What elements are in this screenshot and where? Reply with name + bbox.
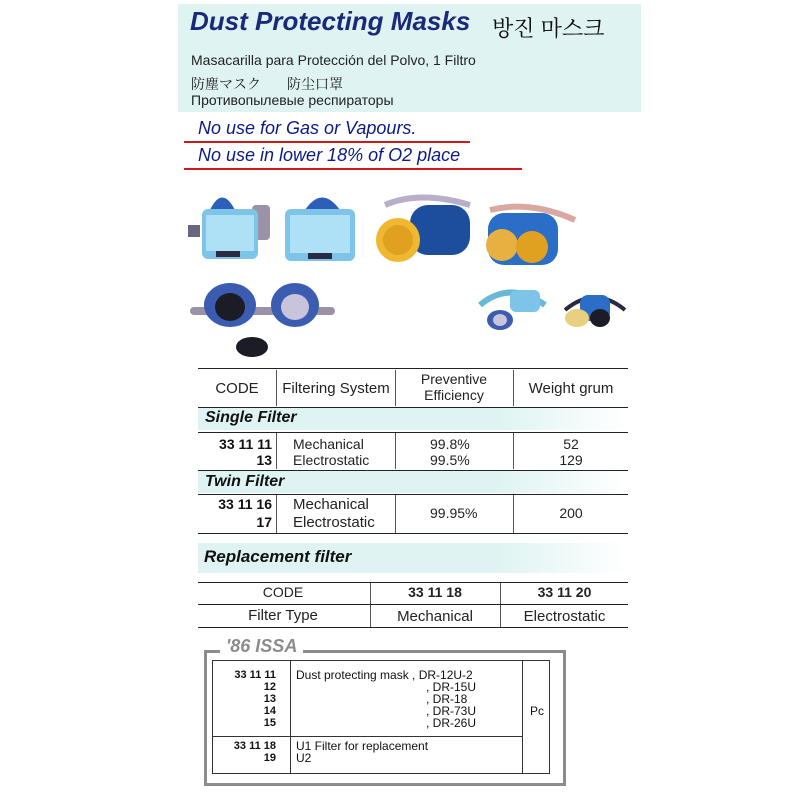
mask-image-single-filter-1 — [376, 198, 470, 263]
issa-divider — [522, 661, 523, 774]
header-code: CODE — [215, 380, 259, 397]
issa-mask-desc-4: , DR-73U — [426, 704, 477, 718]
twin-code-1: 33 11 16 — [218, 496, 272, 512]
twin-filter-label: Twin Filter — [205, 473, 285, 490]
issa-mask-code-1: 33 11 11 — [234, 669, 276, 681]
table-border — [198, 582, 628, 583]
mask-image-twin-round — [190, 283, 335, 357]
issa-unit: Pc — [530, 704, 545, 718]
replacement-code-label: CODE — [262, 584, 304, 600]
single-system-1: Mechanical — [293, 436, 364, 452]
single-code-1: 33 11 11 — [219, 436, 272, 452]
mask-image-small-2 — [565, 295, 625, 327]
issa-tag: '86 ISSA — [220, 636, 303, 657]
single-code-2: 13 — [256, 452, 272, 468]
issa-mask-desc-2: , DR-15U — [426, 680, 477, 694]
title-korean: 방진 마스크 — [492, 16, 605, 41]
replacement-type-1: Mechanical — [397, 608, 473, 625]
single-weight-1: 52 — [563, 436, 579, 452]
header-filtering-system: Filtering System — [282, 380, 390, 397]
warning-underline — [184, 168, 522, 170]
column-divider — [395, 495, 396, 533]
column-divider — [276, 495, 277, 533]
replacement-code-2: 33 11 20 — [537, 584, 592, 600]
warning-oxygen: No use in lower 18% of O2 place — [198, 145, 461, 165]
issa-filter-code-1: 33 11 18 — [233, 740, 276, 752]
single-filter-label: Single Filter — [205, 409, 297, 426]
twin-system-2: Electrostatic — [293, 514, 375, 531]
single-weight-2: 129 — [559, 452, 583, 468]
twin-efficiency: 99.95% — [430, 505, 478, 521]
product-images — [180, 185, 640, 365]
table-border-bottom — [198, 533, 628, 534]
subtitle-spanish: Masacarilla para Protección del Polvo, 1 Filtro — [191, 52, 476, 68]
column-divider — [395, 433, 396, 469]
warning-underline — [184, 141, 470, 143]
mask-image-single-filter-2 — [486, 207, 575, 265]
issa-mask-code-5: 15 — [263, 717, 276, 729]
single-efficiency-2: 99.5% — [430, 452, 470, 468]
issa-mask-desc-1: Dust protecting mask , DR-12U-2 — [296, 668, 473, 682]
subtitle-japanese: 防塵マスク — [191, 76, 261, 92]
page-title: Dust Protecting Masks — [190, 6, 471, 36]
subtitle-chinese: 防尘口罩 — [287, 76, 343, 92]
issa-mask-code-3: 13 — [263, 693, 276, 705]
issa-filter-desc-2: U2 — [296, 751, 312, 765]
replacement-label: Replacement filter — [204, 547, 352, 566]
header-efficiency-line1: Preventive — [420, 371, 488, 387]
issa-mask-desc-5: , DR-26U — [426, 716, 477, 730]
header-efficiency-line2: Efficiency — [424, 387, 484, 403]
warning-gas: No use for Gas or Vapours. — [198, 118, 417, 138]
table-border — [198, 494, 628, 495]
single-efficiency-1: 99.8% — [430, 436, 470, 452]
header-weight: Weight grum — [528, 380, 614, 397]
issa-mask-code-2: 12 — [263, 681, 276, 693]
table-border — [198, 604, 628, 605]
single-system-2: Electrostatic — [293, 452, 370, 468]
twin-code-2: 17 — [256, 514, 272, 530]
table-border — [198, 432, 628, 433]
table-border-bottom — [198, 627, 628, 628]
twin-system-1: Mechanical — [293, 496, 369, 513]
issa-filter-code-2: 19 — [263, 752, 276, 764]
mask-image-twin-filter-1 — [188, 198, 270, 260]
subtitle-russian: Противопылевые респираторы — [191, 92, 394, 108]
mask-image-small-1 — [480, 290, 545, 330]
issa-divider — [290, 661, 291, 774]
filter-type-label: Filter Type — [248, 607, 318, 624]
issa-filter-desc-1: U1 Filter for replacement — [296, 739, 429, 753]
replacement-type-2: Electrostatic — [523, 608, 606, 625]
issa-mask-desc-3: , DR-18 — [426, 692, 468, 706]
mask-image-twin-filter-2 — [285, 198, 355, 262]
twin-weight: 200 — [559, 505, 583, 521]
column-divider — [276, 433, 277, 469]
issa-mask-code-4: 14 — [263, 705, 276, 717]
replacement-code-1: 33 11 18 — [408, 584, 462, 600]
table-border-top — [198, 368, 628, 369]
issa-row-divider — [213, 736, 522, 737]
